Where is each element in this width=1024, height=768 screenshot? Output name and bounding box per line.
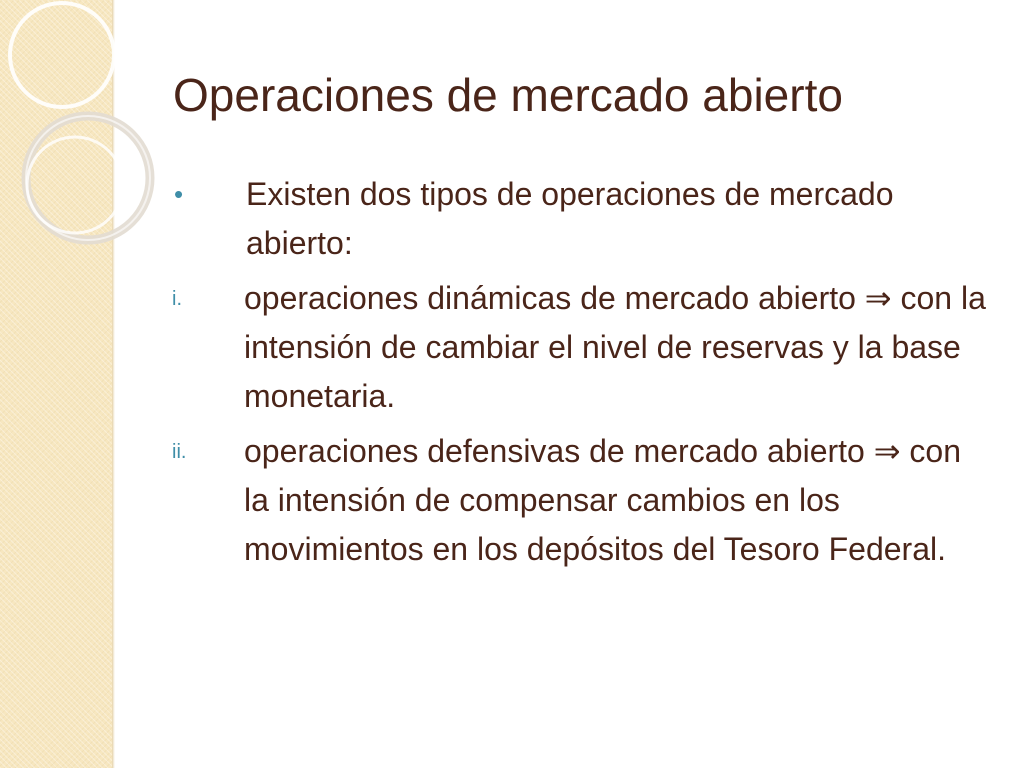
list-item-i [172,274,992,421]
list-item-text-i: operaciones dinámicas de mercado abierto ⇒ con la intensión de cambiar el nivel de reservas y la base monetaria. [244,280,986,414]
slide-body [172,170,992,580]
roman-numeral-marker-ii: ii. [172,441,187,463]
bullet-marker: • [174,179,184,209]
decorative-circles-graphic [0,0,160,260]
list-item-text-ii: operaciones defensivas de mercado abierto ⇒ con la intensión de compensar cambios en los movimientos en los depósitos del Tesoro Federal. [244,433,962,567]
roman-numeral-marker-i: i. [172,288,182,310]
bullet-item [172,170,992,268]
list-item-ii [172,427,992,574]
bullet-text: Existen dos tipos de operaciones de mercado abierto: [246,176,894,261]
slide-title: Operaciones de mercado abierto [173,69,843,121]
